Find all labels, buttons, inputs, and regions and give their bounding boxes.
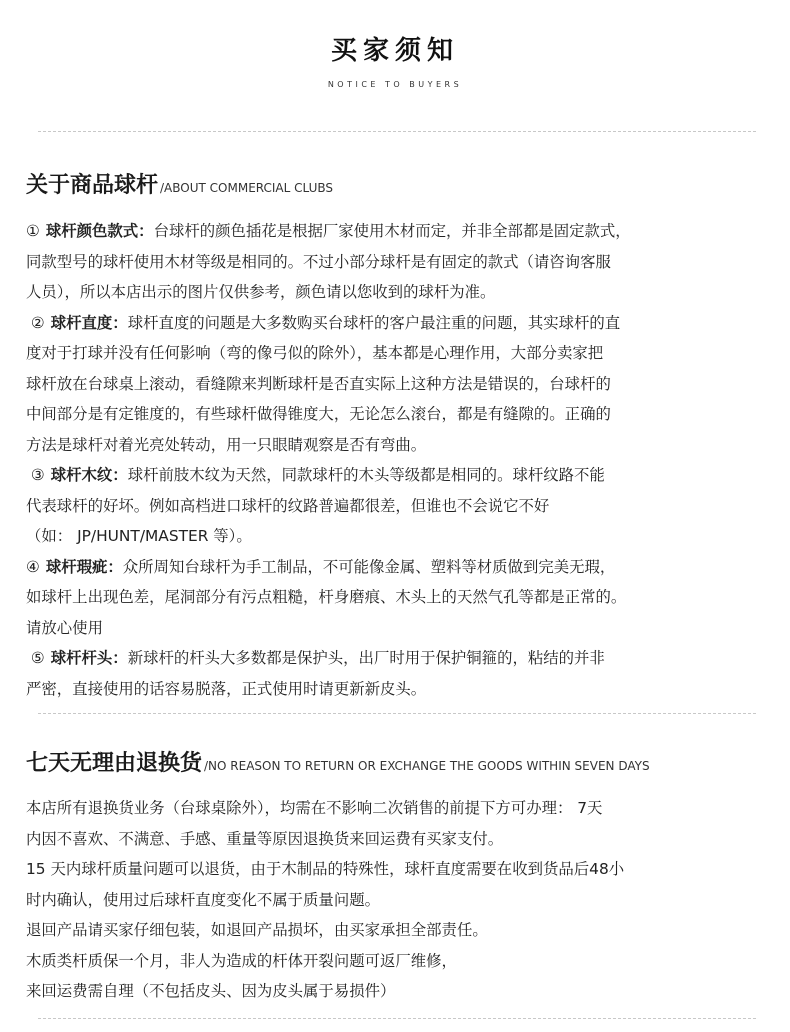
section-title-en: /ABOUT COMMERCIAL CLUBS	[160, 181, 334, 195]
paragraph-line: 代表球杆的好坏。例如高档进口球杆的纹路普遍都很差，但谁也不会说它不好	[26, 496, 550, 515]
section-divider	[38, 713, 756, 714]
paragraph-line: ① 球杆颜色款式：台球杆的颜色插花是根据厂家使用木材而定，并非全部都是固定款式，	[26, 222, 631, 240]
item-label: 球杆颜色款式：	[45, 222, 154, 240]
item-label: 球杆木纹：	[50, 466, 128, 484]
section-heading	[26, 168, 778, 199]
item-label: 球杆杆头：	[50, 649, 128, 667]
paragraph-line: 请放心使用	[26, 618, 103, 637]
section-title-cn: 七天无理由退换货	[26, 751, 203, 776]
page-title: 买家须知	[330, 36, 459, 66]
section-divider	[38, 1018, 756, 1019]
paragraph-line: （如： JP/HUNT/MASTER 等）。	[26, 527, 252, 545]
paragraph-line: ④ 球杆瑕疵：众所周知台球杆为手工制品，不可能像金属、塑料等材质做到完美无瑕，	[26, 557, 616, 576]
section-seven-day-return	[26, 746, 778, 1007]
paragraph-line: 来回运费需自理（不包括皮头、因为皮头属于易损件）	[26, 982, 396, 1000]
paragraph-line: 15 天内球杆质量问题可以退货，由于木制品的特殊性，球杆直度需要在收到货品后48小	[26, 860, 625, 878]
paragraph-line: 退回产品请买家仔细包装，如退回产品损坏，由买家承担全部责任。	[26, 921, 488, 939]
item-number: ⑤	[30, 649, 45, 667]
section-heading	[26, 746, 778, 777]
item-number: ②	[30, 313, 45, 332]
paragraph-line: ② 球杆直度：球杆直度的问题是大多数购买台球杆的客户最注重的问题，其实球杆的直	[30, 313, 621, 332]
paragraph-line: ③ 球杆木纹：球杆前肢木纹为天然，同款球杆的木头等级都是相同的。球杆纹路不能	[30, 466, 605, 484]
section-body	[26, 216, 778, 704]
paragraph-line: 球杆放在台球桌上滚动，看缝隙来判断球杆是否直实际上这种方法是错误的，台球杆的	[26, 374, 611, 393]
item-label: 球杆瑕疵：	[45, 557, 123, 576]
paragraph-line: 如球杆上出现色差，尾洞部分有污点粗糙，杆身磨痕、木头上的天然气孔等都是正常的。	[26, 588, 627, 606]
paragraph-line: 木质类杆质保一个月，非人为造成的杆体开裂问题可返厂维修，	[26, 951, 457, 970]
section-body	[26, 793, 778, 1007]
item-label: 球杆直度：	[50, 313, 128, 332]
paragraph-line: 方法是球杆对着光亮处转动，用一只眼睛观察是否有弯曲。	[26, 435, 427, 454]
paragraph-line: 时内确认，使用过后球杆直度变化不属于质量问题。	[26, 890, 380, 909]
paragraph-line: 严密，直接使用的话容易脱落，正式使用时请更新新皮头。	[26, 679, 427, 698]
item-number: ③	[30, 466, 45, 484]
item-number: ④	[26, 557, 40, 576]
paragraph-line: 内因不喜欢、不满意、手感、重量等原因退换货来回运费有买家支付。	[26, 829, 504, 848]
paragraph-line: 本店所有退换货业务（台球桌除外），均需在不影响二次销售的前提下方可办理： 7天	[26, 799, 603, 817]
page-subtitle: NOTICE TO BUYERS	[327, 80, 463, 89]
paragraph-line: 同款型号的球杆使用木材等级是相同的。不过小部分球杆是有固定的款式（请咨询客服	[26, 252, 611, 271]
paragraph-line: 中间部分是有定锥度的，有些球杆做得锥度大，无论怎么滚台，都是有缝隙的。正确的	[26, 405, 611, 423]
paragraph-line: 人员），所以本店出示的图片仅供参考，颜色请以您收到的球杆为准。	[26, 283, 496, 301]
section-commercial-clubs	[26, 168, 778, 704]
paragraph-line: 度对于打球并没有任何影响（弯的像弓似的除外），基本都是心理作用，大部分卖家把	[26, 344, 604, 362]
paragraph-line: ⑤ 球杆杆头：新球杆的杆头大多数都是保护头，出厂时用于保护铜箍的，粘结的并非	[30, 649, 605, 667]
section-divider	[38, 131, 756, 132]
section-title-cn: 关于商品球杆	[26, 173, 159, 198]
item-number: ①	[26, 222, 40, 240]
section-title-en: /NO REASON TO RETURN OR EXCHANGE THE GOODS WITHIN SEVEN DAYS	[204, 759, 650, 773]
